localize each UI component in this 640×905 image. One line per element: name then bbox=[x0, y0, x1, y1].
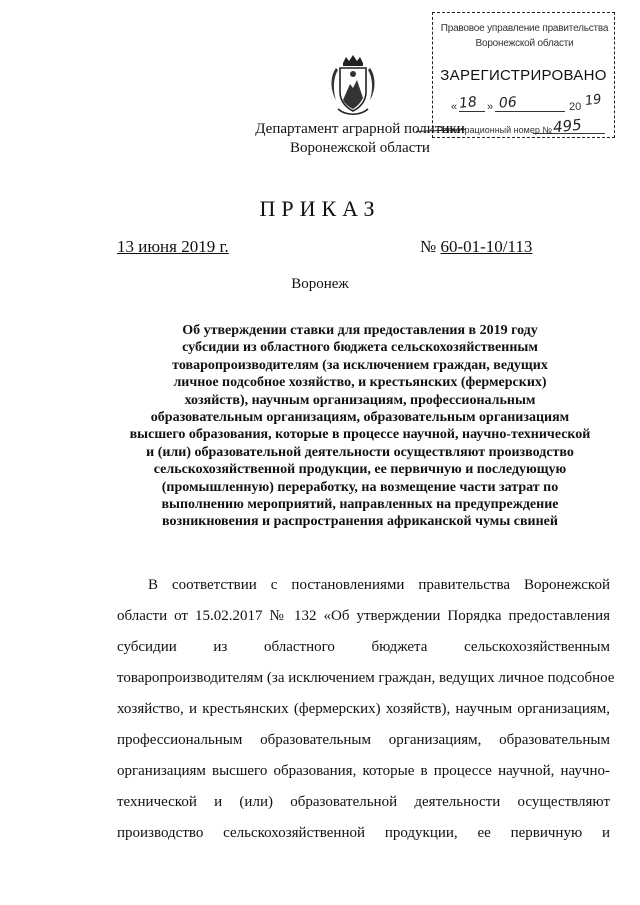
order-number-prefix: № bbox=[420, 237, 441, 256]
stamp-organization bbox=[439, 21, 610, 51]
stamp-org-line1: Правовое управление правительства bbox=[440, 23, 609, 34]
body-line: производство сельскохозяйственной продукции, ее первичную и bbox=[117, 825, 610, 841]
stamp-reg-number-label: Регистрационный номер № bbox=[437, 125, 553, 135]
heading-line: товаропроизводителям (за исключением граждан, ведущих bbox=[172, 357, 548, 373]
body-line: технической и (или) образовательной деятельности осуществляют bbox=[117, 794, 610, 810]
order-date: 13 июня 2019 г. bbox=[117, 237, 229, 256]
heading-line: высшего образования, которые в процессе научной, научно-технической bbox=[129, 427, 591, 443]
city-name: Воронеж bbox=[291, 276, 349, 292]
coat-of-arms-icon bbox=[328, 54, 378, 118]
body-line: профессиональным образовательным организациям, образовательным bbox=[117, 732, 610, 748]
body-line: субсидии из областного бюджета сельскохозяйственным bbox=[117, 639, 610, 655]
heading-line: сельскохозяйственной продукции, ее первичную и последующую bbox=[153, 462, 567, 478]
department-name-line2: Воронежской области bbox=[290, 140, 430, 156]
stamp-quote-open: « bbox=[451, 101, 458, 113]
stamp-handwritten-reg-number: 495 bbox=[552, 115, 583, 137]
stamp-handwritten-day: 18 bbox=[458, 94, 478, 112]
heading-line: субсидии из областного бюджета сельскохозяйственным bbox=[182, 340, 538, 356]
heading-line: личное подсобное хозяйство, и крестьянских (фермерских) bbox=[173, 375, 547, 391]
body-line: организациям высшего образования, которые в процессе научной, научно- bbox=[117, 763, 610, 779]
order-number bbox=[420, 237, 532, 257]
body-line: В соответствии с постановлениями правительства Воронежской bbox=[148, 577, 610, 593]
stamp-registered-label: ЗАРЕГИСТРИРОВАНО bbox=[440, 67, 607, 84]
document-title: ПРИКАЗ bbox=[259, 196, 381, 221]
stamp-quote-close: » bbox=[487, 101, 494, 113]
heading-line: и (или) образовательной деятельности осуществляют производство bbox=[146, 444, 574, 460]
heading-line: образовательным организациям, образовательным организациям bbox=[150, 410, 570, 426]
heading-line: (промышленную) переработку, на возмещение части затрат по bbox=[161, 479, 559, 495]
heading-line: Об утверждении ставки для предоставления в 2019 году bbox=[182, 323, 538, 338]
stamp-org-line2: Воронежской области bbox=[475, 38, 574, 49]
stamp-handwritten-year: 19 bbox=[584, 91, 603, 110]
body-line: области от 15.02.2017 № 132 «Об утверждении Порядка предоставления bbox=[117, 608, 610, 624]
heading-line: выполнению мероприятий, направленных на предупреждение bbox=[161, 497, 559, 513]
department-name-line1: Департамент аграрной политики bbox=[255, 121, 465, 137]
heading-line: возникновения и распространения африканской чумы свиней bbox=[162, 514, 558, 530]
body-line: хозяйство, и крестьянских (фермерских) хозяйств), научным организациям, bbox=[117, 701, 610, 717]
order-subject-heading bbox=[120, 322, 600, 531]
stamp-handwritten-month: 06 bbox=[498, 94, 518, 112]
order-number-value: 60-01-10/113 bbox=[440, 237, 533, 256]
heading-line: хозяйств), научным организациям, профессиональным bbox=[184, 392, 536, 408]
stamp-year-prefix: 20 bbox=[569, 101, 582, 113]
body-line: товаропроизводителям (за исключением граждан, ведущих личное подсобное bbox=[117, 670, 615, 686]
